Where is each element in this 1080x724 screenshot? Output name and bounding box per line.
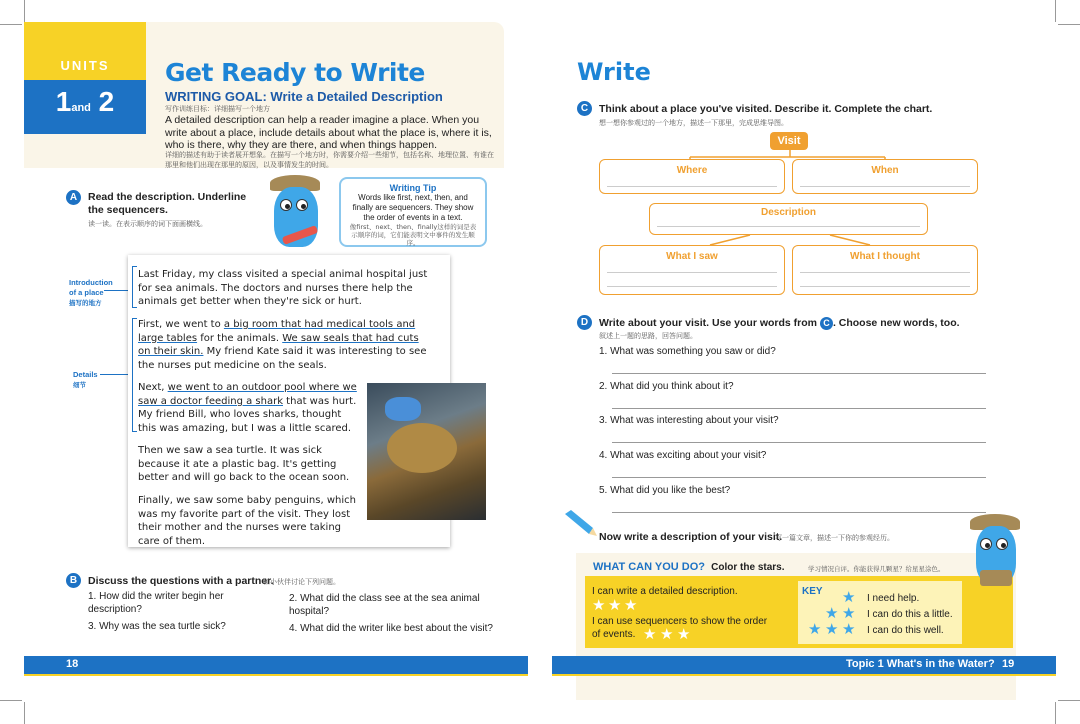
key-title: KEY [802, 586, 823, 597]
crop-mark [1058, 700, 1080, 701]
reading-paragraph-1: Last Friday, my class visited a special animal hospital just for sea animals. The doctors and nurses there help the animals get better when they're sick or hurt. [138, 269, 428, 307]
what-can-you-do-heading-cn: 学习情况自评。你能获得几颗星？给星星涂色。 [808, 565, 945, 573]
star-icon: ★ [842, 621, 856, 638]
answer-line[interactable] [612, 442, 986, 443]
star-icon[interactable]: ★ [677, 626, 691, 643]
answer-line[interactable] [612, 408, 986, 409]
section-a-badge: A [66, 190, 81, 205]
connector-line [104, 290, 130, 291]
chart-write-line [607, 272, 777, 273]
star-icon: ★ [808, 621, 822, 638]
now-write-text-cn: 写一篇文章，描述一下你的参观经历。 [775, 534, 894, 542]
page-number-left: 18 [66, 658, 79, 670]
units-label: UNITS [60, 58, 110, 73]
star-icon: ★ [825, 621, 839, 638]
chart-write-line [607, 286, 777, 287]
self-assessment-item: I can write a detailed description. [592, 586, 738, 597]
chart-description-label: Description [760, 207, 816, 218]
chart-visit-node: Visit [770, 132, 808, 150]
star-icon[interactable]: ★ [624, 597, 638, 614]
footer-bar-left [24, 656, 528, 674]
details-label: Details 细节 [73, 370, 98, 389]
writing-question: 3. What was interesting about your visit? [599, 415, 779, 426]
crop-mark [1055, 702, 1056, 724]
details-bracket [132, 318, 137, 432]
chart-what-i-saw-label: What I saw [666, 251, 718, 262]
footer-stripe [24, 674, 528, 676]
section-c-badge: C [577, 101, 592, 116]
key-well: I can do this well. [867, 625, 944, 636]
discussion-question: 4. What did the writer like best about the visit? [289, 623, 493, 634]
writing-tip-text: Words like first, next, then, and finally are sequencers. They show the order of events in a text. [352, 193, 474, 222]
crop-mark [24, 0, 25, 22]
chart-write-line [800, 286, 970, 287]
crop-mark [24, 702, 25, 724]
star-icon: ★ [842, 589, 856, 606]
crop-mark [0, 700, 22, 701]
writing-question: 2. What did you think about it? [599, 381, 734, 392]
chart-when-label: When [871, 165, 899, 176]
mascot-character [266, 175, 328, 257]
reading-paragraph-2: First, we went to a big room that had medical tools and large tables for the animals. We saw seals that had cuts on their skin. My friend Kate said it was interesting to see the nurses put medicine on the seals. [138, 319, 427, 371]
chart-write-line [800, 272, 970, 273]
section-d-heading: Write about your visit. Use your words from C . Choose new words, too. [599, 317, 960, 329]
connector-line [100, 374, 130, 375]
crop-mark [1055, 0, 1056, 22]
section-c-heading-cn: 想一想你参观过的一个地方，描述一下那里，完成思维导图。 [599, 119, 788, 127]
key-a-little: I can do this a little. [867, 609, 953, 620]
writing-goal-cn: 写作训练目标：详细描写一个地方 [165, 105, 270, 113]
reading-paragraph-4: Then we saw a sea turtle. It was sick because it ate a plastic bag. It's getting better and will go back to the ocean soon. [138, 445, 350, 483]
introduction-label: Introduction of a place 描写的地方 [69, 278, 113, 307]
writing-question: 5. What did you like the best? [599, 485, 731, 496]
star-icon[interactable]: ★ [643, 626, 657, 643]
section-b-badge: B [66, 573, 81, 588]
section-b-heading: Discuss the questions with a partner. [88, 575, 274, 587]
write-title: Write [577, 58, 651, 86]
writing-tip-text-cn: 像first、next、then、finally这样的词是表示顺序的词，它们能表明文中事件的发生顺序。 [349, 223, 477, 247]
chart-where-label: Where [676, 165, 708, 176]
discussion-question: 1. How did the writer begin her description? [88, 591, 224, 615]
star-icon[interactable]: ★ [660, 626, 674, 643]
section-d-badge: D [577, 315, 592, 330]
footer-stripe [552, 674, 1056, 676]
self-assessment-item: I can use sequencers to show the order [592, 616, 768, 627]
reading-paragraph-3: Next, we went to an outdoor pool where we saw a doctor feeding a shark that was hurt. My friend Bill, who loves sharks, thought this was amazing, but I was a little scared. [138, 382, 357, 434]
writing-question: 1. What was something you saw or did? [599, 346, 776, 357]
star-icon[interactable]: ★ [608, 597, 622, 614]
footer-topic: Topic 1 What's in the Water? [846, 658, 995, 670]
discussion-question: 2. What did the class see at the sea animal hospital? [289, 593, 480, 617]
chart-write-line [657, 226, 920, 227]
answer-line[interactable] [612, 373, 986, 374]
star-icon[interactable]: ★ [592, 597, 606, 614]
answer-line[interactable] [612, 477, 986, 478]
intro-text: A detailed description can help a reader imagine a place. When you write about a place, include details about what the place is, where it is, who is there, why they are there, and when things happen. [165, 114, 492, 151]
star-icon: ★ [842, 605, 856, 622]
writing-goal: WRITING GOAL: Write a Detailed Description [165, 89, 443, 104]
section-a-heading-2: the sequencers. [88, 204, 168, 216]
units-number: 1and 2 [55, 86, 115, 117]
reading-paragraph-5: Finally, we saw some baby penguins, which was my favorite part of the visit. They lost their mother and the nurses were taking care of them. [138, 495, 356, 547]
page-number-right: 19 [1002, 658, 1015, 670]
pencil-icon [563, 510, 597, 536]
chart-write-line [800, 186, 970, 187]
star-icon: ★ [825, 605, 839, 622]
crop-mark [1058, 24, 1080, 25]
key-need-help: I need help. [867, 593, 920, 604]
writing-tip-title: Writing Tip [389, 183, 437, 193]
self-assessment-item-cont: of events. [592, 629, 636, 640]
page-title: Get Ready to Write [165, 58, 425, 87]
answer-line[interactable] [612, 512, 986, 513]
section-c-heading: Think about a place you've visited. Describe it. Complete the chart. [599, 103, 933, 115]
crop-mark [0, 24, 22, 25]
discussion-question: 3. Why was the sea turtle sick? [88, 621, 226, 632]
chart-write-line [607, 186, 777, 187]
now-write-text: Now write a description of your visit. [599, 531, 783, 543]
intro-bracket [132, 266, 137, 308]
writing-question: 4. What was exciting about your visit? [599, 450, 767, 461]
section-a-heading-cn: 读一读。在表示顺序的词下面画横线。 [88, 220, 207, 228]
writing-tip-box [339, 177, 487, 247]
chart-what-i-thought-label: What I thought [850, 251, 920, 262]
section-b-heading-cn: 和小伙伴讨论下列问题。 [263, 578, 340, 586]
section-d-heading-cn: 叙述上一题的思路，回答问题。 [599, 332, 697, 340]
intro-text-cn: 详细的描述有助于读者展开想象。在描写一个地方时，你需要介绍一些细节，包括名称、地理位置、有谁在那里和他们出现在那里的原因，以及事情发生的时间。 [165, 151, 494, 169]
section-a-heading: Read the description. Underline [88, 191, 247, 203]
mascot-character [966, 514, 1026, 604]
what-can-you-do-heading: WHAT CAN YOU DO? Color the stars. [593, 561, 785, 573]
sea-turtle-photo [367, 383, 486, 520]
